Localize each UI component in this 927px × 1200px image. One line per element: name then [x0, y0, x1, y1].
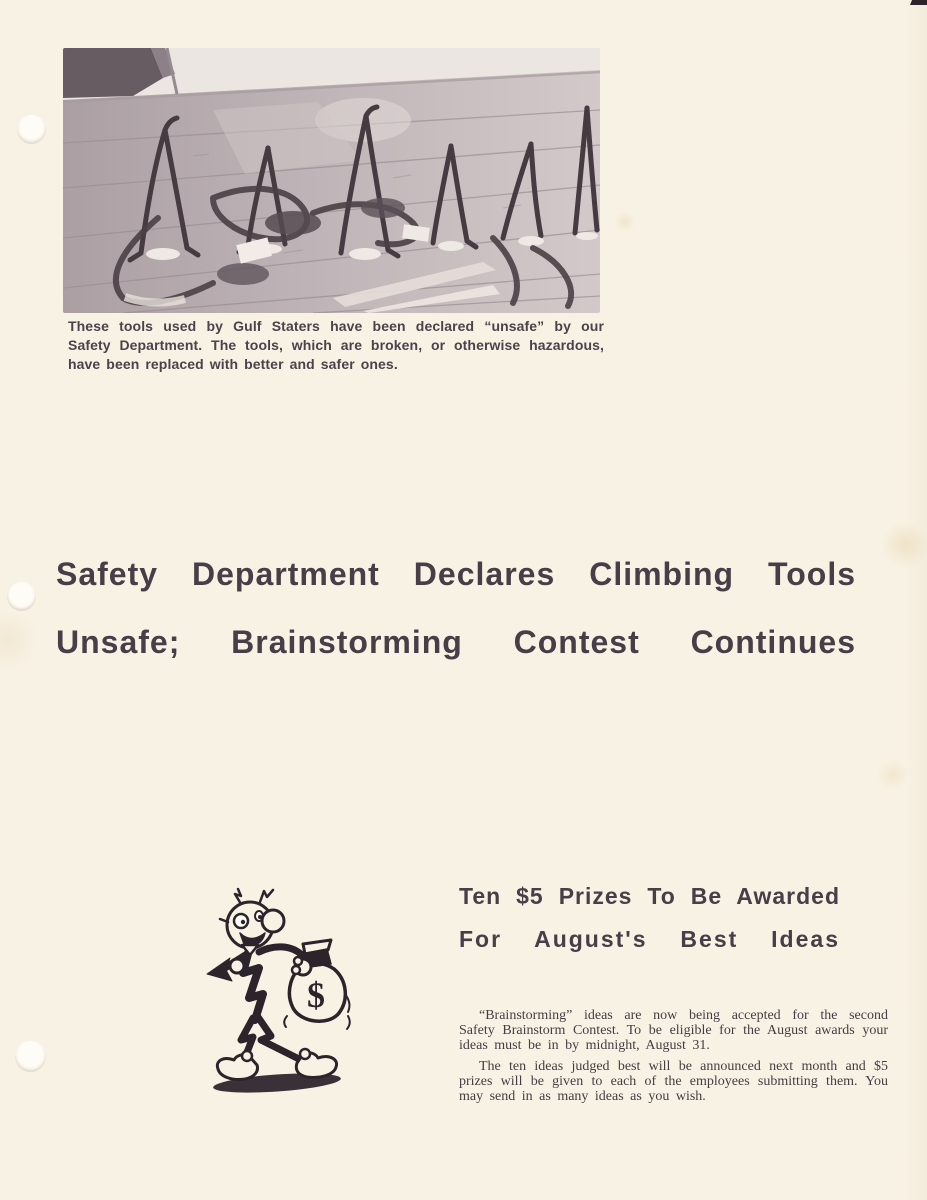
headline [56, 556, 856, 664]
scan-corner-mark [910, 0, 927, 5]
subheading-line-1: Ten $5 Prizes To Be Awarded [459, 883, 840, 909]
prize-subheading [459, 883, 840, 954]
reddy-kilowatt-mascot [203, 888, 353, 1100]
tools-photo-illustration [63, 48, 600, 313]
body-paragraph-2: The ten ideas judged best will be announced next month and $5 prizes will be given to each of the employees submitting them. You may send in as many ideas as you wish. [459, 1059, 888, 1104]
subheading-line-2: For August's Best Ideas [459, 926, 840, 952]
headline-line-2: Unsafe; Brainstorming Contest Continues [56, 624, 856, 660]
hole-punch-bottom [15, 1041, 46, 1072]
body-paragraph-1: “Brainstorming” ideas are now being accepted for the second Safety Brainstorm Contest. To be eligible for the August awards your ideas must be in by midnight, August 31. [459, 1008, 888, 1053]
article-body [459, 1008, 888, 1110]
unsafe-tools-photo [63, 48, 600, 313]
hole-punch-top [17, 115, 46, 144]
photo-caption: These tools used by Gulf Staters have been declared “unsafe” by our Safety Department. The tools, which are broken, or otherwise hazardous, have been replaced with better and safer ones. [68, 318, 604, 372]
dollar-sign: $ [307, 975, 325, 1015]
mascot-drawing [203, 888, 353, 1100]
headline-line-1: Safety Department Declares Climbing Tools [56, 556, 856, 592]
hole-punch-middle [7, 582, 36, 611]
